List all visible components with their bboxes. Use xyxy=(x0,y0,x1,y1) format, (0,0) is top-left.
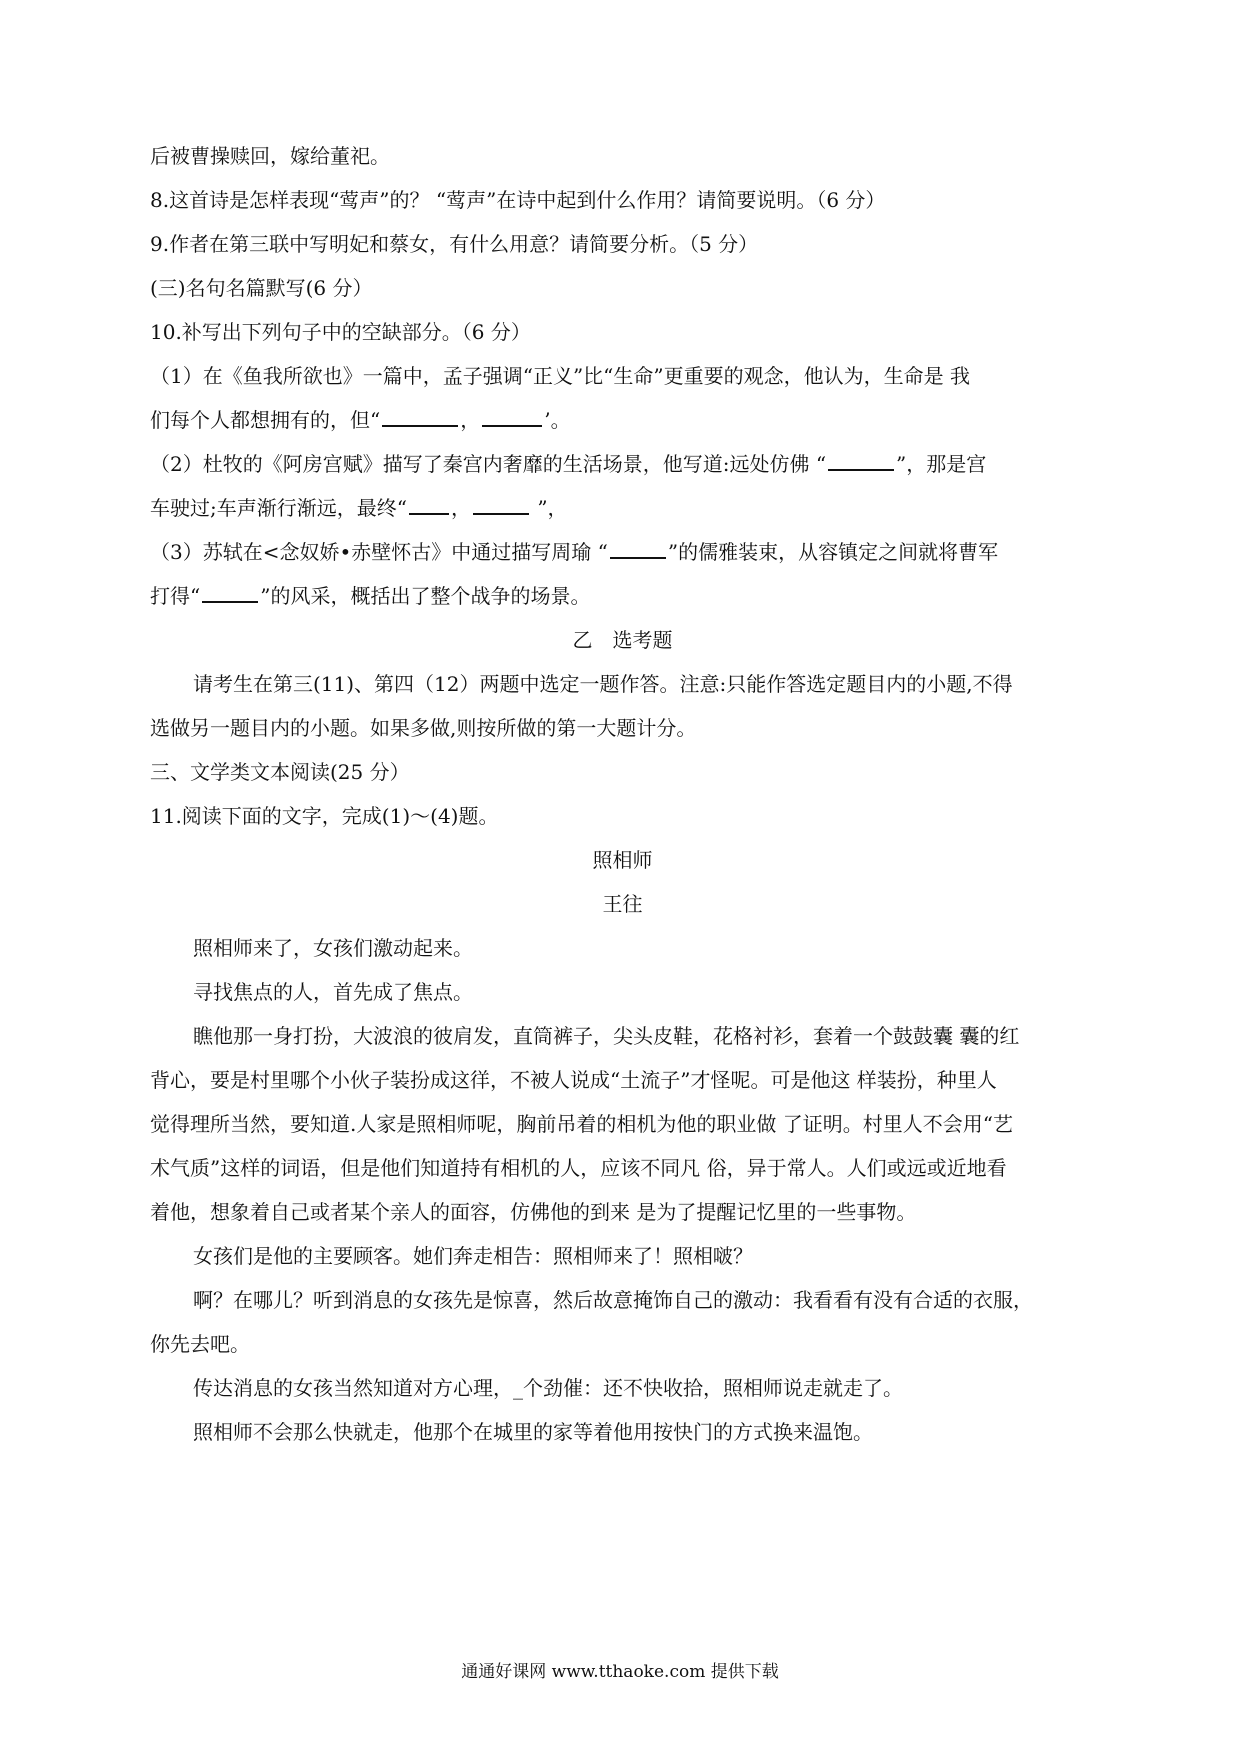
fill-blank-line xyxy=(150,538,1095,566)
question-10: 10.补写出下列句子中的空缺部分。（6 分） xyxy=(150,320,531,344)
answer-blank xyxy=(828,451,894,471)
paragraph-line: 觉得理所当然，要知道.人家是照相师呢，胸前吊着的相机为他的职业做 了证明。村里人不会用“艺 xyxy=(150,1112,1013,1136)
section-title: 乙 选考题 xyxy=(572,628,673,652)
fill-blank-line xyxy=(150,406,1095,434)
answer-blank xyxy=(409,495,449,515)
text-line: 后被曹操赎回，嫁给董祀。 xyxy=(150,144,390,168)
answer-blank xyxy=(482,407,542,427)
text-line: （1）在《鱼我所欲也》一篇中，孟子强调“正义”比“生命”更重要的观念，他认为，生命是 我 xyxy=(150,364,970,388)
text-segment: （3）苏轼在<念奴娇•赤壁怀古》中通过描写周瑜 “ xyxy=(150,540,608,564)
paragraph-line: 寻找焦点的人，首先成了焦点。 xyxy=(193,980,473,1004)
fill-blank-line xyxy=(150,450,1095,478)
paragraph-line: 啊？在哪儿？听到消息的女孩先是惊喜，然后故意掩饰自己的激动：我看看有没有合适的衣服， xyxy=(193,1288,1033,1312)
paragraph-line: 背心，要是村里哪个小伙子装扮成这徉，不被人说成“土流子”才怪呢。可是他这 样装扮，种里人 xyxy=(150,1068,997,1092)
answer-blank xyxy=(473,495,529,515)
instruction-text: 选做另一题目内的小题。如果多做,则按所做的第一大题计分。 xyxy=(150,716,697,740)
question-8: 8.这首诗是怎样表现“莺声”的？ “莺声”在诗中起到什么作用？请简要说明。（6 分） xyxy=(150,188,886,212)
article-title: 照相师 xyxy=(592,848,653,872)
text-segment: 打得“ xyxy=(150,584,201,608)
text-segment: ”的儒雅装束，从容镇定之间就将曹军 xyxy=(667,540,999,564)
section-heading: (三)名句名篇默写(6 分） xyxy=(150,276,373,300)
page-footer: 通通好课网 www.tthaoke.com 提供下载 xyxy=(461,1662,779,1682)
answer-blank xyxy=(202,583,258,603)
answer-blank xyxy=(382,407,458,427)
text-segment: ’。 xyxy=(544,408,571,432)
text-segment: ”， xyxy=(530,496,568,520)
text-segment: 们每个人都想拥有的，但“ xyxy=(150,408,381,432)
text-segment: ， xyxy=(450,496,471,520)
fill-blank-line xyxy=(150,494,1095,522)
question-11: 11.阅读下面的文字，完成(1)～(4)题。 xyxy=(150,804,499,828)
question-9: 9.作者在第三联中写明妃和蔡女，有什么用意？请简要分析。（5 分） xyxy=(150,232,759,256)
instruction-text: 请考生在第三(11)、第四（12）两题中选定一题作答。注意:只能作答选定题目内的小题,不得 xyxy=(193,672,1013,696)
paragraph-line: 照相师不会那么快就走，他那个在城里的家等着他用按快门的方式换来温饱。 xyxy=(193,1420,873,1444)
text-segment: （2）杜牧的《阿房宫赋》描写了秦宫内奢靡的生活场景，他写道:远处仿佛 “ xyxy=(150,452,827,476)
fill-blank-line xyxy=(150,582,1095,610)
text-segment: ”的风采，概括出了整个战争的场景。 xyxy=(260,584,591,608)
paragraph-line: 术气质”这样的词语，但是他们知道持有相机的人，应该不同凡 俗，异于常人。人们或远或近地看 xyxy=(150,1156,1007,1180)
text-segment: 车驶过;车声渐行渐远，最终“ xyxy=(150,496,407,520)
paragraph-line: 女孩们是他的主要顾客。她们奔走相告：照相师来了！照相啵？ xyxy=(193,1244,753,1268)
article-author: 王往 xyxy=(602,892,643,916)
paragraph-line: 着他，想象着自己或者某个亲人的面容，仿佛他的到来 是为了提醒记忆里的一些事物。 xyxy=(150,1200,917,1224)
paragraph-line: 你先去吧。 xyxy=(150,1332,250,1356)
text-segment: ， xyxy=(460,408,481,432)
answer-blank xyxy=(610,539,666,559)
paragraph-line: 照相师来了，女孩们激动起来。 xyxy=(193,936,473,960)
paragraph-line: 传达消息的女孩当然知道对方心理，_个劲催：还不快收拾，照相师说走就走了。 xyxy=(193,1376,903,1400)
paragraph-line: 瞧他那一身打扮，大波浪的彼肩发，直筒裤子，尖头皮鞋，花格衬衫，套着一个鼓鼓囊 囊的红 xyxy=(193,1024,1020,1048)
section-heading: 三、文学类文本阅读(25 分） xyxy=(150,760,410,784)
text-segment: ”，那是宫 xyxy=(896,452,987,476)
